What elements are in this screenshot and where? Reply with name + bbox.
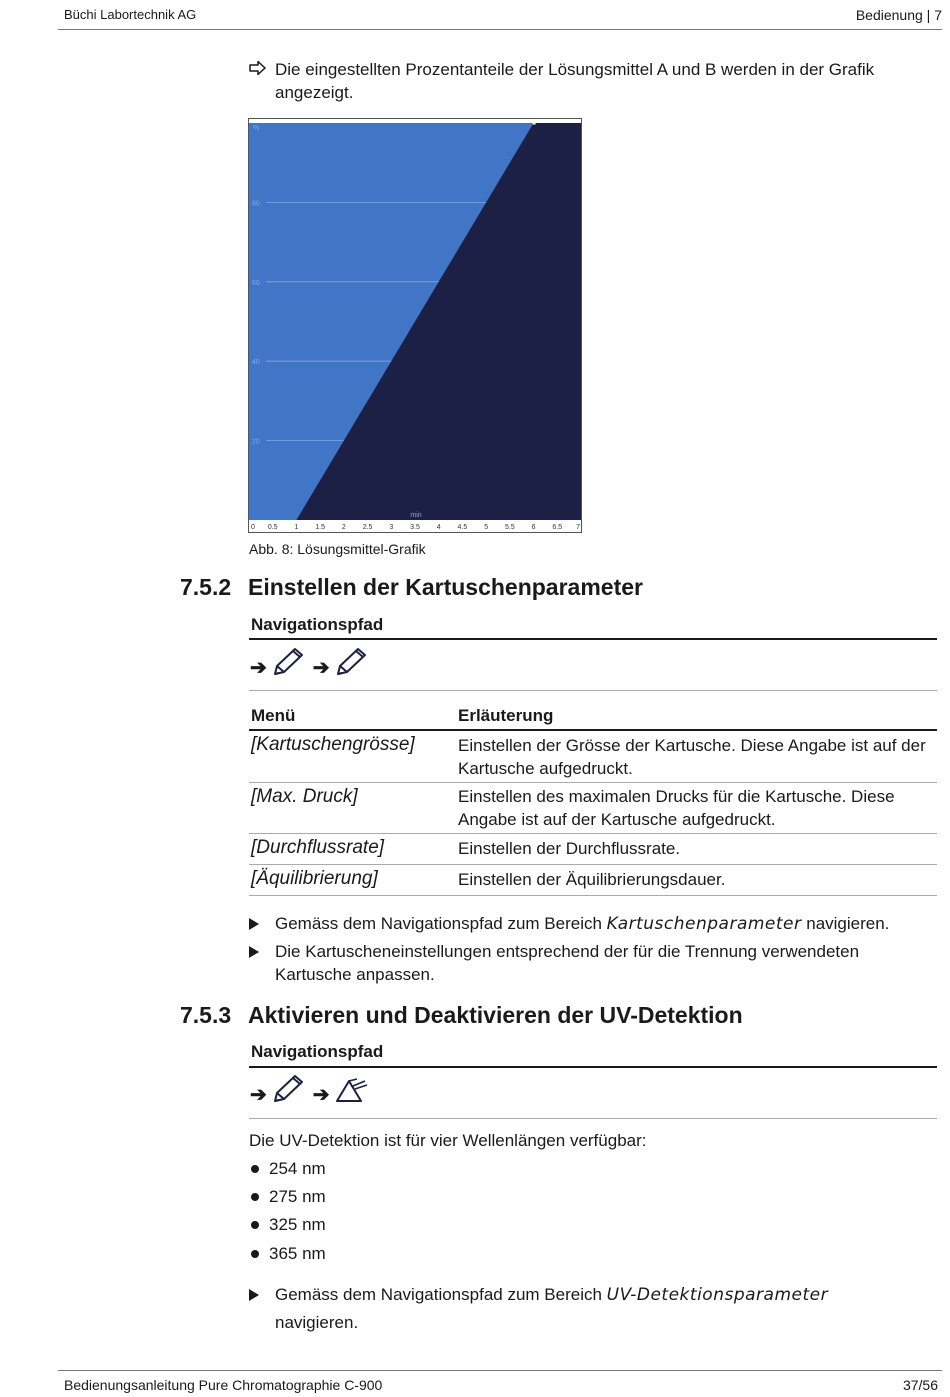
x-tick-label: 6 bbox=[531, 524, 536, 531]
section-title: Aktivieren und Deaktivieren der UV-Detektion bbox=[248, 1002, 743, 1028]
y-axis-label: % bbox=[253, 125, 260, 132]
table-cell-menu: [Max. Druck] bbox=[251, 786, 358, 807]
nav-path-label: Navigationspfad bbox=[251, 615, 384, 634]
x-tick-label: 1 bbox=[294, 524, 299, 531]
table-bottom-rule bbox=[249, 895, 937, 896]
x-tick-label: 3.5 bbox=[410, 524, 420, 531]
table-cell-description: Einstellen der Durchflussrate. bbox=[458, 839, 681, 858]
y-tick-label: 20 bbox=[252, 438, 260, 446]
table-header-menu: Menü bbox=[251, 706, 296, 725]
x-tick-label: 4.5 bbox=[457, 524, 468, 531]
bullet-icon bbox=[251, 1221, 259, 1229]
wavelength-value: 254 nm bbox=[269, 1159, 326, 1178]
y-tick-label: 80 bbox=[252, 200, 260, 208]
menu-reference: UV-Detektionsparameter bbox=[606, 1285, 829, 1305]
step-triangle-icon bbox=[249, 946, 259, 958]
x-tick-label: 5.5 bbox=[504, 524, 515, 531]
menu-reference: Kartuschenparameter bbox=[606, 914, 802, 934]
table-cell-menu: [Äquilibrierung] bbox=[251, 868, 378, 889]
table-cell-description: Einstellen des maximalen Drucks für die Kartusche. Diese Angabe ist auf der Kartusche aufgedruckt. bbox=[458, 787, 895, 829]
pencil-icon[interactable] bbox=[271, 1073, 305, 1105]
y-tick-label: 60 bbox=[252, 279, 260, 287]
header-section: Bedienung | 7 bbox=[855, 7, 942, 23]
x-tick-label: 1.5 bbox=[315, 524, 326, 531]
footer-title: Bedienungsanleitung Pure Chromatographie C-900 bbox=[64, 1377, 383, 1393]
solvent-chart bbox=[248, 118, 582, 533]
header-company: Büchi Labortechnik AG bbox=[64, 7, 197, 22]
section-number: 7.5.3 bbox=[180, 1002, 232, 1028]
x-tick-label: 3 bbox=[389, 524, 394, 531]
nav-bottom-rule bbox=[249, 1118, 937, 1119]
step-text: Gemäss dem Navigationspfad zum Bereich Kartuschenparameter navigieren. bbox=[275, 914, 890, 934]
nav-path-2 bbox=[250, 1071, 370, 1105]
figure-caption: Abb. 8: Lösungsmittel-Grafik bbox=[249, 541, 426, 557]
bullet-icon bbox=[251, 1193, 259, 1201]
x-tick-label: 0 bbox=[251, 524, 255, 531]
pencil-icon[interactable] bbox=[334, 646, 368, 678]
x-tick-label: 2.5 bbox=[362, 524, 373, 531]
table-cell-menu: [Kartuschengrösse] bbox=[251, 734, 415, 755]
table-cell-description: Einstellen der Grösse der Kartusche. Diese Angabe ist auf der Kartusche aufgedruckt. bbox=[458, 736, 926, 778]
table-row-divider bbox=[249, 782, 937, 783]
prism-icon[interactable] bbox=[334, 1075, 370, 1105]
wavelength-value: 325 nm bbox=[269, 1215, 326, 1234]
table-cell-menu: [Durchflussrate] bbox=[251, 837, 385, 858]
arrow-right-icon: ➔ bbox=[250, 657, 267, 679]
nav-path-1 bbox=[250, 644, 368, 678]
result-text: Die eingestellten Prozentanteile der Lösungsmittel A und B werden in der Grafik angezeigt. bbox=[275, 60, 875, 102]
x-tick-label: 6.5 bbox=[552, 524, 563, 531]
uv-intro-text: Die UV-Detektion ist für vier Wellenlängen verfügbar: bbox=[249, 1131, 647, 1150]
footer-divider bbox=[58, 1370, 942, 1371]
result-arrow-icon bbox=[249, 60, 267, 76]
section-heading-7-5-3 bbox=[180, 1002, 743, 1029]
table-header-rule bbox=[249, 729, 937, 731]
x-tick-label: 4 bbox=[436, 524, 441, 531]
table-cell-description: Einstellen der Äquilibrierungsdauer. bbox=[458, 870, 726, 889]
y-tick-label: 40 bbox=[252, 359, 260, 367]
arrow-right-icon: ➔ bbox=[312, 657, 330, 679]
section-heading-7-5-2 bbox=[180, 574, 643, 601]
section-number: 7.5.2 bbox=[180, 574, 232, 600]
pencil-icon[interactable] bbox=[271, 646, 305, 678]
bullet-icon bbox=[251, 1165, 259, 1173]
nav-bottom-rule bbox=[249, 690, 937, 691]
section-title: Einstellen der Kartuschenparameter bbox=[248, 574, 643, 600]
footer-page-number: 37/56 bbox=[902, 1377, 938, 1393]
table-row-divider bbox=[249, 833, 937, 834]
step-triangle-icon bbox=[249, 918, 259, 930]
table-row-divider bbox=[249, 864, 937, 865]
x-tick-label: 5 bbox=[484, 524, 489, 531]
arrow-right-icon: ➔ bbox=[250, 1084, 267, 1106]
header-divider bbox=[58, 29, 942, 30]
x-tick-label: 7 bbox=[576, 524, 580, 531]
table-header-description: Erläuterung bbox=[458, 706, 554, 725]
step-triangle-icon bbox=[249, 1289, 259, 1301]
nav-top-rule bbox=[249, 638, 937, 640]
bullet-icon bbox=[251, 1250, 259, 1258]
wavelength-value: 275 nm bbox=[269, 1187, 326, 1206]
step-text: Die Kartuscheneinstellungen entsprechend der für die Trennung verwendeten Kartusche anpassen. bbox=[275, 942, 860, 984]
step-text: Gemäss dem Navigationspfad zum Bereich UV-Detektionsparameter navigieren. bbox=[275, 1285, 829, 1332]
arrow-right-icon: ➔ bbox=[312, 1084, 330, 1106]
wavelength-value: 365 nm bbox=[269, 1244, 326, 1263]
x-tick-label: 2 bbox=[341, 524, 346, 531]
nav-path-label: Navigationspfad bbox=[251, 1042, 384, 1061]
x-tick-label: 0.5 bbox=[267, 524, 278, 531]
x-axis-label: min bbox=[410, 512, 422, 519]
nav-top-rule bbox=[249, 1066, 937, 1068]
